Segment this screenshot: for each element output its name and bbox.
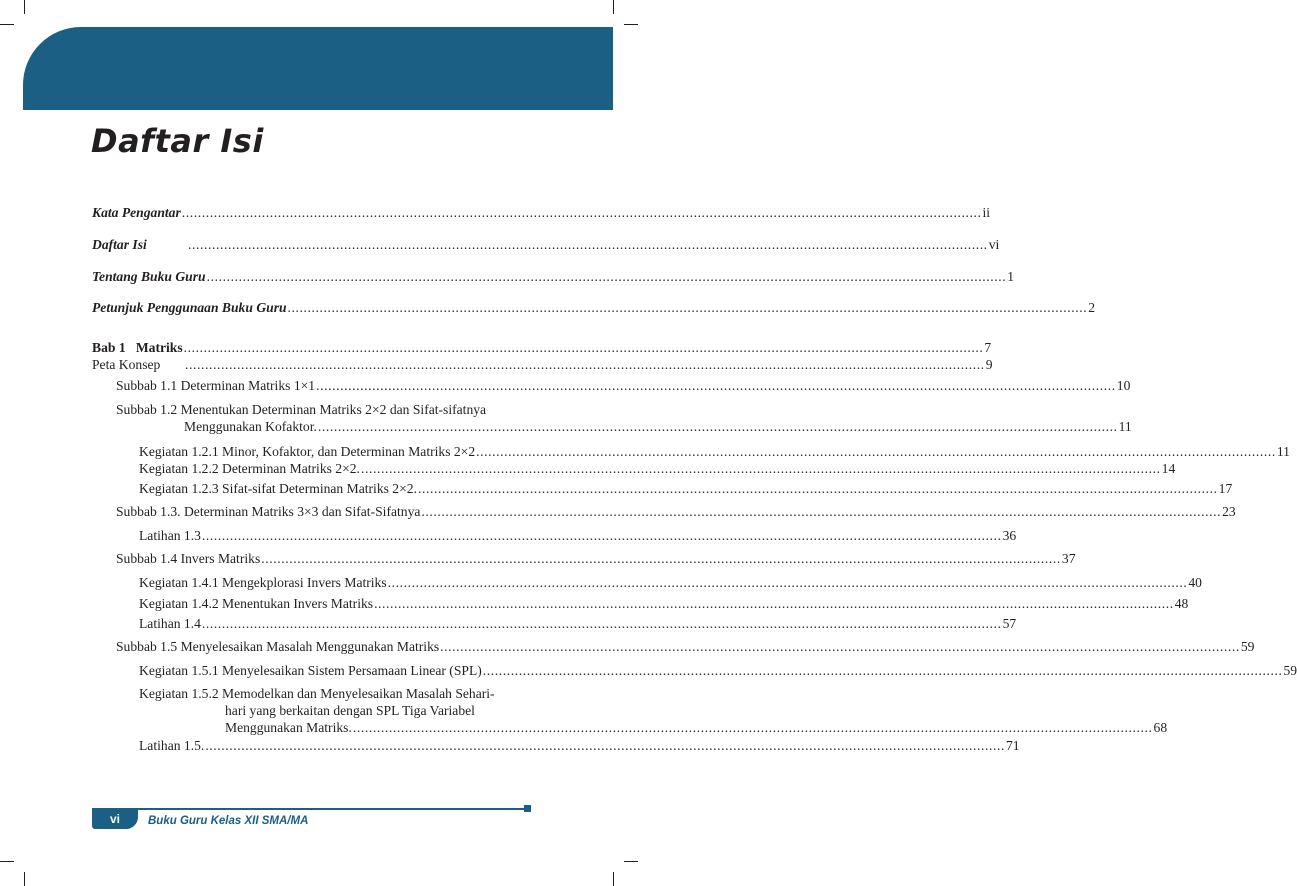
- toc-row[interactable]: [139, 575, 1202, 591]
- footer-rule: [92, 808, 528, 810]
- toc-page: 40: [1188, 575, 1202, 590]
- toc-row[interactable]: [184, 419, 1132, 435]
- book-title: Buku Guru Kelas XII SMA/MA: [148, 815, 309, 827]
- toc-page: 17: [1218, 481, 1233, 496]
- toc-row[interactable]: [116, 504, 1236, 520]
- toc-page: vi: [988, 237, 1000, 252]
- toc-label: Kegiatan 1.4.2 Menentukan Invers Matriks: [139, 596, 374, 611]
- toc-row[interactable]: [139, 528, 1017, 544]
- toc-row[interactable]: [139, 481, 1233, 497]
- toc-leader: ........................................................................................................................................................................................................: [352, 720, 1153, 735]
- toc-label: Tentang Buku Guru: [92, 269, 206, 284]
- toc-label: Kegiatan 1.5.1 Menyelesaikan Sistem Persamaan Linear (SPL): [139, 663, 482, 678]
- crop-mark: [0, 24, 14, 25]
- toc-page: 57: [1002, 616, 1017, 631]
- toc-leader: ........................................................................................................................................................................................................: [181, 205, 982, 220]
- toc-label: Kegiatan 1.2.1 Minor, Kofaktor, dan Determinan Matriks 2×2: [139, 444, 476, 459]
- toc-label: Bab 1 Matriks: [92, 340, 183, 355]
- toc-row[interactable]: [225, 720, 1168, 736]
- toc-label: Kegiatan 1.5.2 Memodelkan dan Menyelesaikan Masalah Sehari-: [139, 686, 495, 701]
- toc-leader: ........................................................................................................................................................................................................: [188, 237, 988, 252]
- toc-page: 10: [1116, 378, 1131, 393]
- toc-label: Subbab 1.5 Menyelesaikan Masalah Menggunakan Matriks: [116, 639, 440, 654]
- toc-page: 48: [1174, 596, 1189, 611]
- toc-leader: ........................................................................................................................................................................................................: [317, 419, 1118, 434]
- toc-label: Menggunakan Kofaktor.: [184, 419, 317, 434]
- toc-leader: ........................................................................................................................................................................................................: [206, 269, 1007, 284]
- toc-label: Subbab 1.1 Determinan Matriks 1×1: [116, 378, 316, 393]
- toc-label: Peta Konsep: [92, 357, 161, 372]
- toc-row[interactable]: [225, 703, 512, 719]
- toc-leader: ........................................................................................................................................................................................................: [287, 300, 1088, 315]
- toc-page: 7: [984, 340, 992, 355]
- crop-mark: [613, 0, 614, 14]
- toc-row[interactable]: [139, 663, 1297, 679]
- toc-label: Kegiatan 1.2.2 Determinan Matriks 2×2.: [139, 461, 360, 476]
- toc-row[interactable]: [92, 269, 1015, 285]
- toc-page: 9: [985, 357, 993, 372]
- toc-page: 71: [1006, 738, 1020, 753]
- toc-row[interactable]: [116, 639, 1255, 655]
- crop-mark: [624, 24, 638, 25]
- toc-label: Subbab 1.4 Invers Matriks: [116, 551, 261, 566]
- toc-row[interactable]: [139, 444, 1290, 460]
- toc-page: 59: [1240, 639, 1255, 654]
- toc-page: 23: [1222, 504, 1236, 519]
- page-title: Daftar Isi: [91, 122, 264, 160]
- toc-label: Latihan 1.5.: [139, 738, 205, 753]
- toc-row[interactable]: [139, 686, 512, 702]
- toc-leader: ........................................................................................................................................................................................................: [261, 551, 1061, 566]
- toc-label: Menggunakan Matriks.: [225, 720, 352, 735]
- toc-page: 11: [1118, 419, 1132, 434]
- toc-row[interactable]: [139, 596, 1189, 612]
- toc-page: 36: [1002, 528, 1017, 543]
- toc-page: 1: [1007, 269, 1015, 284]
- toc-row[interactable]: [139, 616, 1017, 632]
- toc-row[interactable]: [116, 402, 512, 418]
- toc-leader: ........................................................................................................................................................................................................: [417, 481, 1218, 496]
- toc-label: Kegiatan 1.4.1 Mengekplorasi Invers Matriks: [139, 575, 387, 590]
- toc-leader: ........................................................................................................................................................................................................: [183, 340, 984, 355]
- toc-leader: ........................................................................................................................................................................................................: [476, 444, 1276, 459]
- crop-mark: [0, 861, 14, 862]
- toc-leader: ........................................................................................................................................................................................................: [482, 663, 1283, 678]
- toc-leader: ........................................................................................................................................................................................................: [387, 575, 1188, 590]
- toc-label: Petunjuk Penggunaan Buku Guru: [92, 300, 287, 315]
- toc-row[interactable]: [139, 738, 1020, 754]
- toc-page: 14: [1161, 461, 1176, 476]
- toc-page: 37: [1061, 551, 1076, 566]
- toc-page: 68: [1153, 720, 1168, 735]
- toc-leader: ........................................................................................................................................................................................................: [421, 504, 1222, 519]
- crop-mark: [613, 872, 614, 886]
- toc-leader: ........................................................................................................................................................................................................: [440, 639, 1240, 654]
- toc-row[interactable]: [92, 340, 992, 356]
- toc-label: Kegiatan 1.2.3 Sifat-sifat Determinan Matriks 2×2.: [139, 481, 417, 496]
- footer-square: [524, 805, 531, 812]
- toc-leader: ........................................................................................................................................................................................................: [185, 357, 985, 372]
- toc-row[interactable]: [139, 461, 1176, 477]
- toc-page: ii: [982, 205, 991, 220]
- toc-leader: ........................................................................................................................................................................................................: [201, 616, 1002, 631]
- toc-leader: ........................................................................................................................................................................................................: [316, 378, 1116, 393]
- crop-mark: [24, 0, 25, 14]
- toc-label: Subbab 1.2 Menentukan Determinan Matriks 2×2 dan Sifat-sifatnya: [116, 402, 487, 417]
- toc-row[interactable]: [92, 357, 993, 373]
- toc-page: 59: [1283, 663, 1297, 678]
- header-band: [23, 27, 613, 110]
- toc-leader: ........................................................................................................................................................................................................: [374, 596, 1174, 611]
- toc-page: 11: [1276, 444, 1290, 459]
- toc-row[interactable]: [116, 378, 1131, 394]
- toc-row[interactable]: [92, 205, 991, 221]
- toc-label: hari yang berkaitan dengan SPL Tiga Variabel: [225, 703, 475, 718]
- toc-label: Latihan 1.4: [139, 616, 201, 631]
- toc-page: 2: [1088, 300, 1096, 315]
- toc-row[interactable]: [92, 237, 1000, 253]
- toc-leader: ........................................................................................................................................................................................................: [205, 738, 1005, 753]
- crop-mark: [624, 861, 638, 862]
- toc-label: Latihan 1.3: [139, 528, 201, 543]
- page-number: vi: [109, 812, 120, 826]
- toc-leader: ........................................................................................................................................................................................................: [201, 528, 1002, 543]
- toc-label: Subbab 1.3. Determinan Matriks 3×3 dan Sifat-Sifatnya: [116, 504, 421, 519]
- toc-label: Daftar Isi: [92, 237, 147, 252]
- toc-leader: ........................................................................................................................................................................................................: [360, 461, 1161, 476]
- toc-row[interactable]: [92, 300, 1096, 316]
- toc-row[interactable]: [116, 551, 1076, 567]
- crop-mark: [24, 872, 25, 886]
- toc-label: Kata Pengantar: [92, 205, 181, 220]
